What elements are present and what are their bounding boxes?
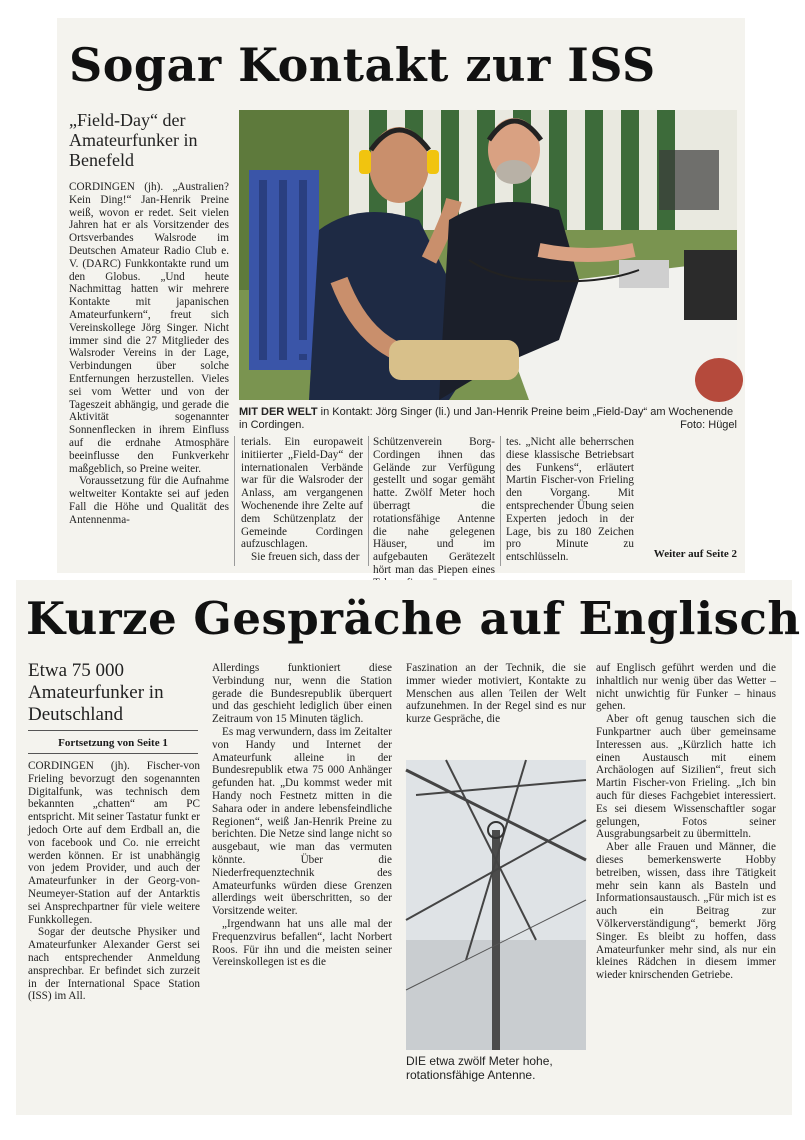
article-clipping-iss	[57, 18, 745, 576]
antenna-photo	[406, 760, 586, 1050]
field-day-photo	[239, 110, 737, 400]
article-column-3	[373, 436, 495, 590]
divider-line	[28, 753, 198, 754]
article-column-1	[28, 760, 200, 1003]
column-divider	[500, 436, 501, 566]
paragraph: auf Englisch geführt werden und die inhaltlich nur wenig über das Wetter – nicht unwichtig für Funker – hinaus gehen.	[596, 662, 776, 713]
article-column-4	[596, 662, 776, 982]
paragraph: terials. Ein europaweit initiierter „Field-Day“ der internationalen Verbände war für die Walsroder der Anlass, am vergangenen Wochenende ihre Zelte auf dem Schützenplatz der Gemeinde Cordingen aufzuschlagen.	[241, 436, 363, 551]
headline: Sogar Kontakt zur ISS	[69, 38, 656, 92]
divider-line	[28, 730, 198, 731]
paragraph: Es mag verwundern, dass im Zeitalter von Handy und Internet der Amateurfunk alleine in der Bundesrepublik etwa 75 000 Anhänger gefunden hat. „Du kommst weder mit Handy noch Festnetz mitten in die Sahara oder in andere lebensfeindliche Regionen“, weiß Jan-Henrik Preine zu berichten. Die Netze sind lange nicht so ausgebaut, wie man das vermuten könnte. Über die Niederfrequenztechnik des Amateurfunks würden diese Grenzen allerdings weit überschritten, so der Vorsitzende weiter.	[212, 725, 392, 918]
paragraph: Allerdings funktioniert diese Verbindung nur, wenn die Station gerade die Bundesrepublik überquert und das geschieht lediglich über einen Zeitraum von 15 Minuten täglich.	[212, 662, 392, 726]
paragraph: Voraussetzung für die Aufnahme weltweiter Kontakte sei auf jeden Fall die Höhe und Qualität des Antennenma-	[69, 475, 229, 526]
article-clipping-english	[16, 580, 801, 1115]
article-column-2	[241, 436, 363, 564]
paragraph: Aber oft genug tauschen sich die Funkpartner auch über gemeinsame Interessen aus. „Kürzlich hatte ich einen Austausch mit einem Archäologen auf Sizilien“, freut sich Martin Fischer-von Frieling. „Ich bin auch für dieses Fachgebiet interessiert. Es sei diesem Wissenschaftler sogar gelungen, Fotos seiner Ausgrabungsarbeit zu übermitteln.	[596, 713, 776, 841]
photo-caption: DIE etwa zwölf Meter hohe, rotationsfähige Antenne.	[406, 1054, 553, 1082]
paragraph: Sogar der deutsche Physiker und Amateurfunker Alexander Gerst sei nach entsprechender Anmeldung ansprechbar. Er befindet sich zurzeit in der International Space Station (ISS) im All.	[28, 926, 200, 1003]
headline: Kurze Gespräche auf Englisch	[26, 592, 801, 645]
photo-credit: Foto: Hügel	[680, 419, 737, 431]
column-divider	[234, 436, 235, 566]
paragraph: tes. „Nicht alle beherrschen diese klassische Betriebsart des Funkens“, erläutert Martin Fischer-von Frieling den Vorgang. Mit entsprechender Übung seien Experten jedoch in der Lage, bis zu 180 Zeichen pro Minute zu entschlüsseln.	[506, 436, 634, 564]
paragraph: Sie freuen sich, dass der	[251, 551, 360, 564]
paragraph: Aber alle Frauen und Männer, die dieses bemerkenswerte Hobby betreiben, wissen, dass ihre Tätigkeit mehr sein kann als Basteln und Informationsaustausch. „Für mich ist es auch ein Beitrag zur Völkerverständigung“, bemerkt Jörg Singer. Es bleibt zu hoffen, dass Amateurfunker mehr sind, als nur ein kleines Rädchen in diesem immer wieder knirschenden Getriebe.	[596, 841, 776, 982]
article-column-2	[212, 662, 392, 969]
photo-caption-lead: MIT DER WELT	[239, 406, 318, 418]
article-column-4	[506, 436, 634, 564]
paragraph: Schützenverein Borg-Cordingen ihnen das Gelände zur Verfügung gestellt und sogar gemäht hatte. Zwölf Meter hoch überragt die rotationsfähige Antenne die nahe gelegenen Häuser, und im aufgebauten Gerätezelt hört man das Piepen eines	[373, 436, 495, 576]
article-column-1	[69, 181, 229, 527]
paragraph: CORDINGEN (jh). „Australien? Kein Ding!“ Jan-Henrik Preine weiß, wovon er redet. Seit vielen Jahren hat er als Vorsitzender des Ortsverbandes Walsrode im Deutschen Amateur Radio Club e. V. (DARC) Funkkontakte rund um den Globus. „Und heute Nachmittag hatten wir mehrere Kontakte mit japanischen Amateurfunkern“, freut sich Vereinskollege Jörg Singer. Nicht immer sind die 27 Mitglieder des Walsroder Vereins in der Lage, Verbindungen über solche Entfernungen herzustellen. Vieles sei vom Wetter und von der Tageszeit abhängig, und gerade die Aktivität sogenannter Sonnenflecken in ihrem Einfluss auf die erdnahe Atmosphäre beeinflusse den Funkverkehr maßgeblich, so Preine weiter.	[69, 181, 229, 475]
continued-from: Fortsetzung von Seite 1	[58, 737, 168, 749]
article-column-3	[406, 662, 586, 726]
subheadline: „Field-Day“ der Amateurfunker in Benefeld	[69, 110, 198, 170]
photo-caption	[239, 406, 737, 432]
column-divider	[368, 436, 369, 566]
photo-caption-text: in Kontakt: Jörg Singer (li.) und Jan-Henrik Preine beim „Field-Day“ am Wochenende in Cordingen.	[239, 406, 734, 431]
field-day-photo-illustration	[239, 110, 737, 400]
subheadline: Etwa 75 000 Amateurfunker in Deutschland	[28, 660, 164, 725]
paragraph: Faszination an der Technik, die sie immer wieder motiviert, Kontakte zu Menschen aus allen Teilen der Welt aufzunehmen. In der Regel sind es nur kurze Gespräche, die	[406, 662, 586, 726]
paragraph: „Irgendwann hat uns alle mal der Frequenzvirus befallen“, lacht Norbert Roos. Für ihn und die meisten seiner Vereinskollegen ist es die	[212, 917, 392, 969]
paragraph: CORDINGEN (jh). Fischer-von Frieling bevorzugt den sogenannten Digitalfunk, was technisch dem bekannten „chatten“ am PC entspricht. Mit seiner Tastatur funkt er jedoch Orte auf dem Erdball an, die von facebook und Co. nie erreicht werden können. Er ist unabhängig von jedem Provider, und auch der Amateurfunker in der Georg-von-Neumeyer-Station auf der Antarktis sei Ansprechpartner für viele weitere Funkkollegen.	[28, 760, 200, 926]
antenna-photo-illustration	[406, 760, 586, 1050]
continued-on-page: Weiter auf Seite 2	[653, 548, 737, 560]
